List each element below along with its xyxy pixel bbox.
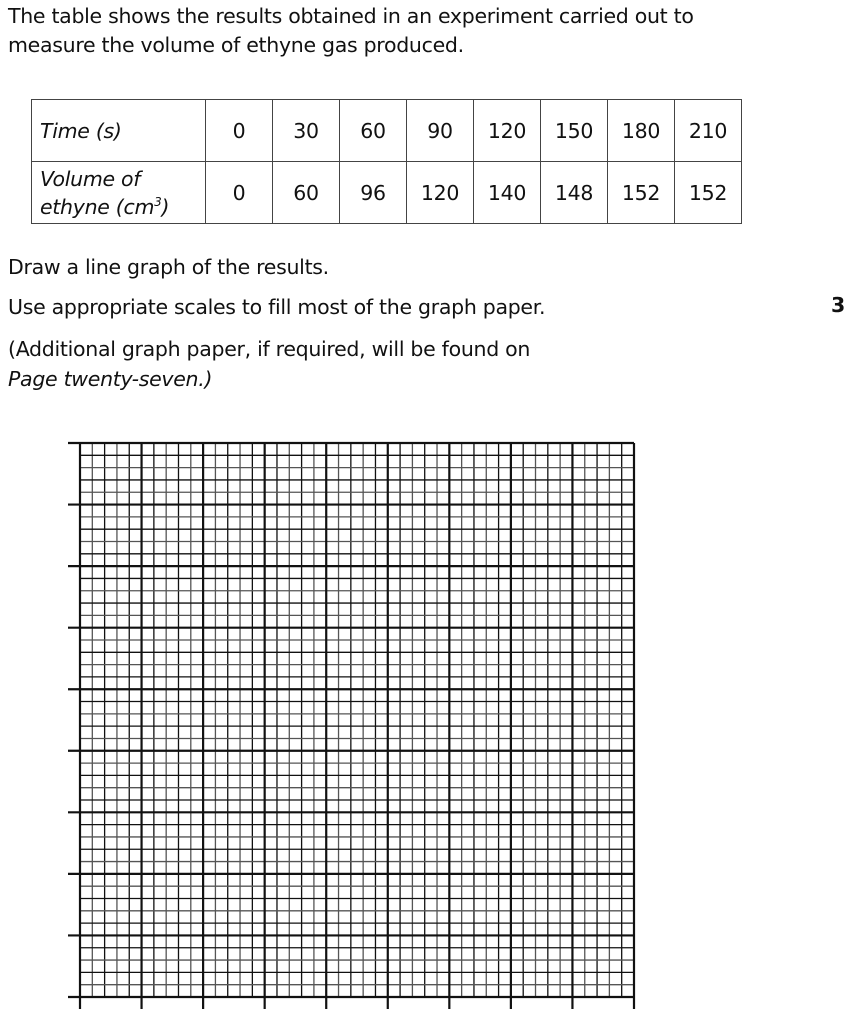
volume-header-superscript: 3	[154, 194, 162, 209]
volume-header-line-2: ethyne (cm	[40, 194, 155, 219]
time-cell: 0	[206, 100, 273, 162]
volume-cell: 96	[340, 162, 407, 224]
time-cell: 30	[273, 100, 340, 162]
marks-value: 3	[831, 293, 846, 317]
time-cell: 60	[340, 100, 407, 162]
time-row-header: Time (s)	[32, 100, 206, 162]
intro-line-1: The table shows the results obtained in an experiment carried out to	[8, 4, 694, 28]
volume-cell: 120	[407, 162, 474, 224]
time-cell: 210	[675, 100, 742, 162]
volume-cell: 0	[206, 162, 273, 224]
time-cell: 150	[541, 100, 608, 162]
graph-paper-minor-lines	[80, 443, 634, 997]
intro-line-2: measure the volume of ethyne gas produced.	[8, 33, 464, 57]
instruction-additional: (Additional graph paper, if required, will be found on	[8, 337, 531, 361]
time-cell: 120	[474, 100, 541, 162]
page-reference: Page twenty-seven.)	[8, 367, 213, 391]
volume-cell: 152	[608, 162, 675, 224]
volume-cell: 60	[273, 162, 340, 224]
volume-header-line-1: Volume of	[40, 166, 141, 191]
time-cell: 180	[608, 100, 675, 162]
volume-cell: 140	[474, 162, 541, 224]
instruction-draw: Draw a line graph of the results.	[8, 255, 329, 279]
time-cell: 90	[407, 100, 474, 162]
instruction-scales: Use appropriate scales to fill most of the graph paper.	[8, 295, 546, 319]
volume-header-close: )	[161, 194, 170, 219]
volume-cell: 152	[675, 162, 742, 224]
volume-cell: 148	[541, 162, 608, 224]
